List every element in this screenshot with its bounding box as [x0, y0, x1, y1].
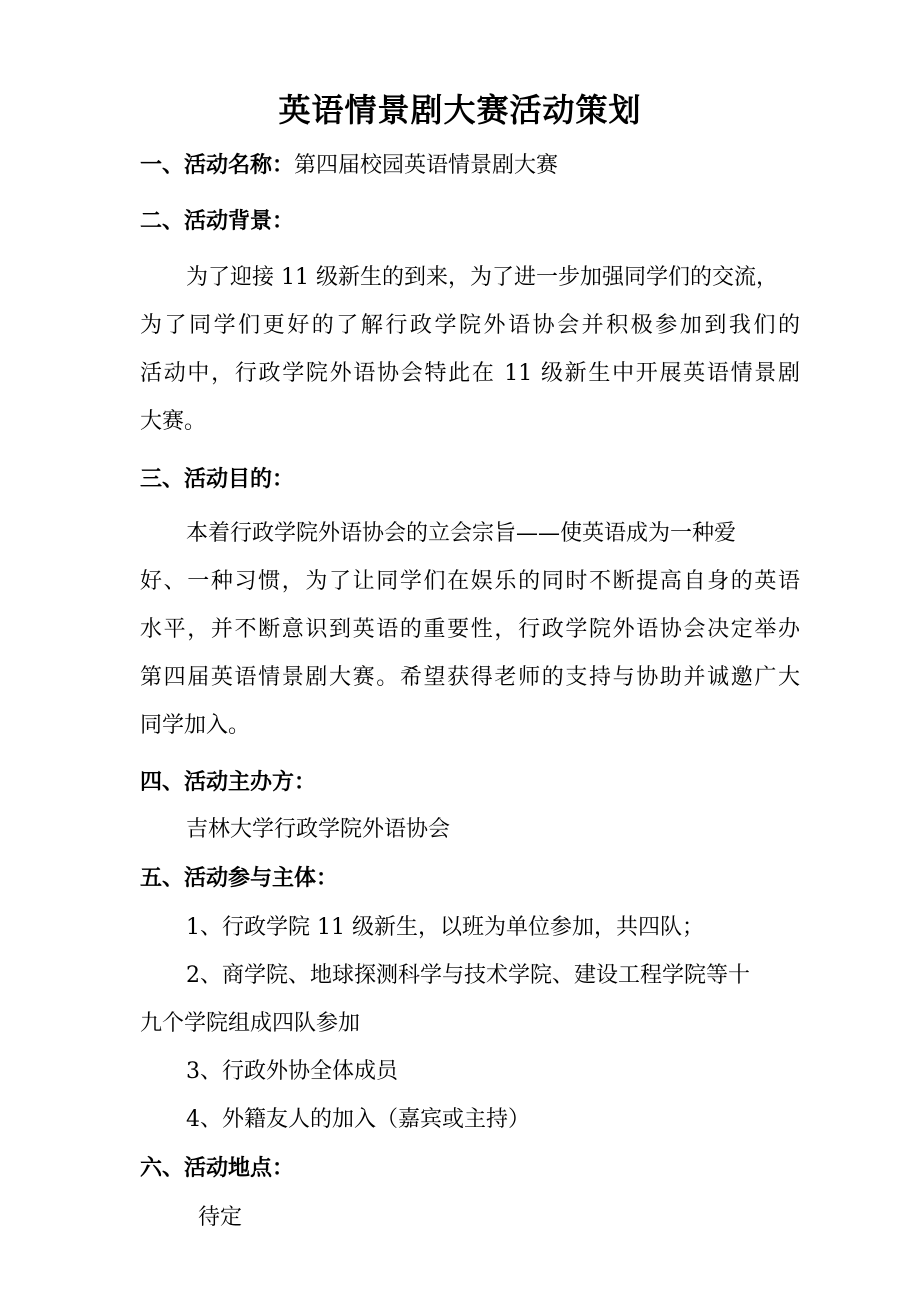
participant-item: 3、行政外协全体成员 [186, 1059, 398, 1084]
section-activity-name [140, 147, 800, 184]
organizer-value: 吉林大学行政学院外语协会 [186, 817, 451, 842]
background-paragraph-line: 大赛。 [140, 409, 207, 434]
section-purpose-heading: 三、活动目的： [140, 466, 295, 492]
participant-item: 1、行政学院 11 级新生，以班为单位参加，共四队； [186, 915, 704, 940]
background-paragraph-line: 活动中，行政学院外语协会特此在 11 级新生中开展英语情景剧 [140, 361, 800, 386]
section-participants-heading: 五、活动参与主体： [140, 865, 339, 891]
document-title: 英语情景剧大赛活动策划 [278, 91, 642, 129]
section-activity-name-value: 第四届校园英语情景剧大赛 [294, 153, 559, 178]
background-paragraph-line: 为了迎接 11 级新生的到来，为了进一步加强同学们的交流， [186, 265, 778, 290]
participant-item: 4、外籍友人的加入（嘉宾或主持） [186, 1107, 530, 1132]
purpose-paragraph-line: 同学加入。 [140, 713, 251, 738]
purpose-paragraph-line: 水平，并不断意识到英语的重要性，行政学院外语协会决定举办 [140, 617, 800, 642]
background-paragraph-line: 为了同学们更好的了解行政学院外语协会并积极参加到我们的 [140, 313, 800, 338]
section-location-heading: 六、活动地点： [140, 1155, 295, 1181]
section-activity-name-label: 一、活动名称： [140, 152, 295, 178]
purpose-paragraph-line: 本着行政学院外语协会的立会宗旨——使英语成为一种爱 [186, 521, 737, 546]
participant-item: 九个学院组成四队参加 [140, 1011, 361, 1036]
section-organizer-heading: 四、活动主办方： [140, 769, 317, 795]
purpose-paragraph-line: 第四届英语情景剧大赛。希望获得老师的支持与协助并诚邀广大 [140, 665, 800, 690]
location-value: 待定 [198, 1205, 243, 1230]
participant-item: 2、商学院、地球探测科学与技术学院、建设工程学院等十 [186, 963, 750, 988]
section-background-heading: 二、活动背景： [140, 208, 295, 234]
purpose-paragraph-line: 好、一种习惯，为了让同学们在娱乐的同时不断提高自身的英语 [140, 569, 800, 594]
